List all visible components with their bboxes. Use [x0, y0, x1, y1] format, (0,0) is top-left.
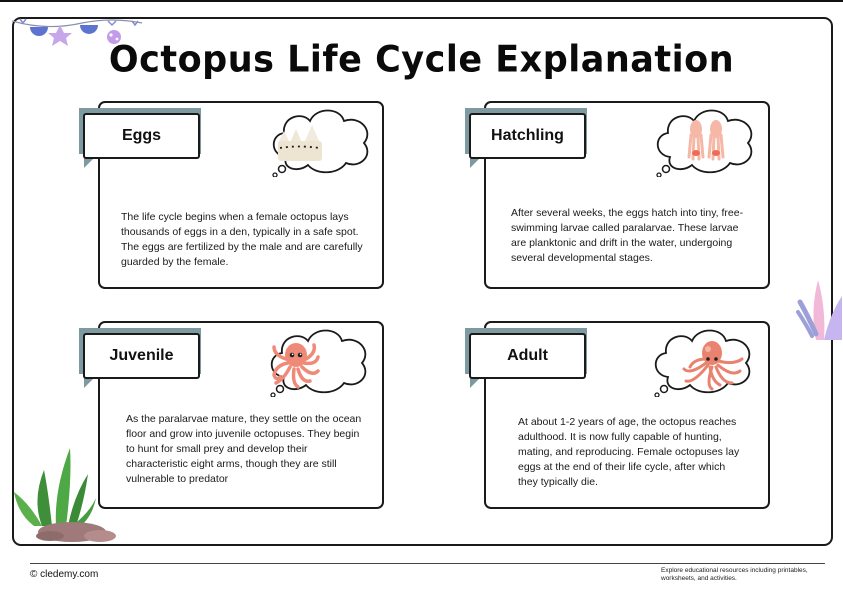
juvenile-octopus-icon — [266, 323, 374, 397]
stage-tab-adult: Adult — [469, 333, 586, 379]
stage-description-juvenile: As the paralarvae mature, they settle on the ocean floor and grow into juvenile octopuses. They begin to hunt for small prey and develop their characteristic eight arms, though they are still vulnerable to predator — [126, 413, 362, 485]
stage-description-hatchling: After several weeks, the eggs hatch into tiny, free-swimming larvae called paralarvae. These larvae are planktonic and drift in the water, undergoing several developmental stages. — [511, 207, 744, 264]
top-border — [0, 0, 843, 2]
coral-icon — [796, 272, 843, 344]
footer-divider — [30, 563, 825, 564]
stage-description-adult: At about 1-2 years of age, the octopus reaches adulthood. It is now fully capable of hunting, mating, and reproducing. Female octopuses lay eggs at the end of their life cycle, after which they typically die. — [518, 416, 740, 488]
eggs-icon — [268, 103, 376, 177]
stage-tab-hatchling: Hatchling — [469, 113, 586, 159]
footer-copyright: © cledemy.com — [30, 569, 99, 580]
seaweed-icon — [12, 440, 127, 544]
stage-tab-eggs: Eggs — [83, 113, 200, 159]
stage-description-eggs: The life cycle begins when a female octopus lays thousands of eggs in a den, typically in a safe spot. The eggs are fertilized by the male and are carefully guarded by the female. — [121, 211, 363, 268]
hatchling-icon — [652, 103, 760, 177]
footer-tagline: Explore educational resources including printables, worksheets, and activities. — [661, 567, 808, 582]
page-title: Octopus Life Cycle Explanation — [108, 39, 735, 81]
adult-octopus-icon — [650, 323, 758, 397]
stage-tab-juvenile: Juvenile — [83, 333, 200, 379]
